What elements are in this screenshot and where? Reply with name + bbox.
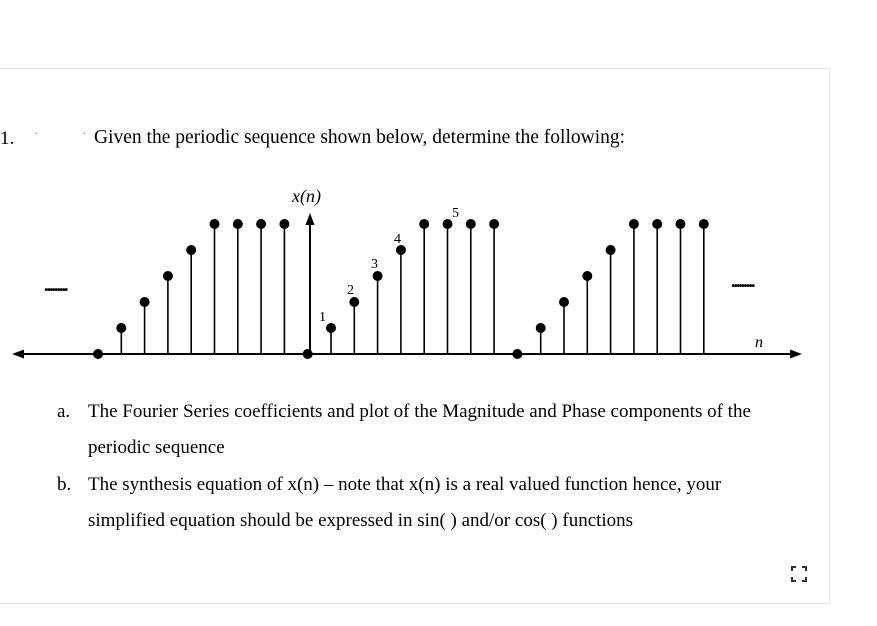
stem-point	[303, 349, 313, 359]
question-number: 1.	[0, 128, 15, 149]
plot-labels	[44, 186, 763, 351]
x-axis-label: n	[755, 334, 763, 351]
item-a-marker: a.	[57, 401, 71, 422]
stem-point	[652, 219, 662, 229]
stem-point	[512, 349, 522, 359]
stem-point	[489, 219, 499, 229]
stem-point	[582, 271, 592, 281]
left-ellipsis: .........	[44, 275, 67, 295]
stem-point	[186, 245, 196, 255]
stem-point	[349, 297, 359, 307]
point-label-2: 2	[347, 283, 354, 298]
stem-point	[466, 219, 476, 229]
stem-point	[326, 323, 336, 333]
y-axis-arrow	[306, 213, 315, 225]
stem-point	[256, 219, 266, 229]
stem-point	[629, 219, 639, 229]
stem-point	[419, 219, 429, 229]
stem-point	[163, 271, 173, 281]
stem-point	[140, 297, 150, 307]
point-label-4: 4	[394, 232, 401, 247]
point-label-1: 1	[319, 310, 326, 325]
stem-point	[210, 219, 220, 229]
plot-axes	[12, 213, 802, 359]
point-label-3: 3	[371, 257, 378, 272]
y-axis-label: x(n)	[292, 186, 321, 206]
sequence-plot	[0, 180, 877, 380]
expand-icon[interactable]	[791, 566, 807, 582]
stem-point	[699, 219, 709, 229]
x-axis-arrow-right	[790, 350, 802, 359]
stem-point	[373, 271, 383, 281]
stem-point	[116, 323, 126, 333]
stem-point	[606, 245, 616, 255]
item-a-text: The Fourier Series coefficients and plot of the Magnitude and Phase components of the periodic sequence	[88, 401, 751, 458]
right-ellipsis: .........	[731, 271, 754, 291]
item-b-marker: b.	[57, 474, 72, 495]
stem-point	[233, 219, 243, 229]
stem-point	[443, 219, 453, 229]
stem-point	[559, 297, 569, 307]
stem-point	[676, 219, 686, 229]
stem-point	[536, 323, 546, 333]
item-b-text: The synthesis equation of x(n) – note that x(n) is a real valued function hence, your simplified equation should be expressed in sin( ) and/or cos( ) functions	[88, 474, 722, 531]
point-label-5: 5	[452, 206, 459, 221]
stem-point	[279, 219, 289, 229]
question-footer	[0, 550, 830, 604]
x-axis-arrow-left	[12, 350, 24, 359]
question-marks: · ·	[34, 127, 107, 142]
question-intro: Given the periodic sequence shown below, determine the following:	[94, 127, 626, 148]
stem-point	[93, 349, 103, 359]
